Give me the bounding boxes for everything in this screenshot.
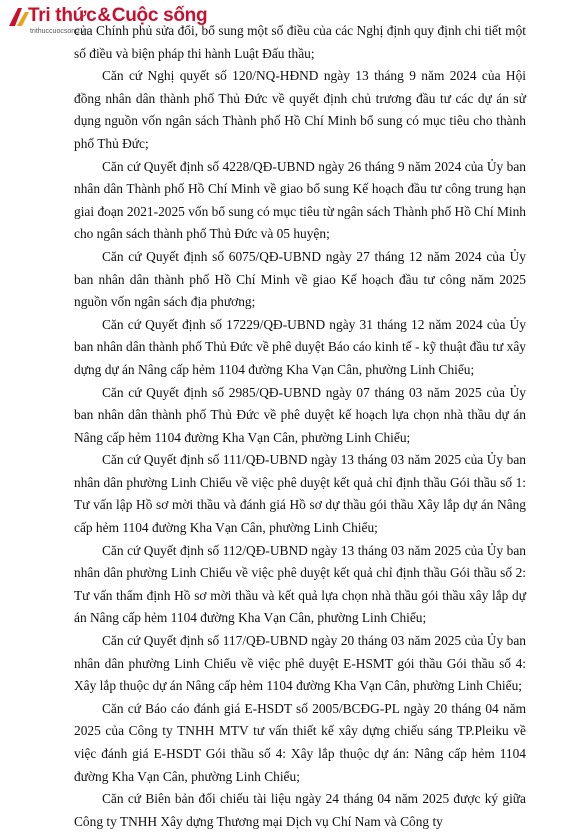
logo-text-part2: Cuộc sống [111, 5, 208, 26]
paragraph: Căn cứ Biên bản đối chiếu tài liệu ngày 24 tháng 04 năm 2025 được ký giữa Công ty TNHH Xây dựng Thương mại Dịch vụ Chí Nam và Công ty [74, 791, 526, 829]
paragraph: Căn cứ Quyết định số 2985/QĐ-UBND ngày 07 tháng 03 năm 2025 của Ủy ban nhân dân thành phố Thủ Đức về phê duyệt kế hoạch lựa chọn nhà thầu dự án Nâng cấp hẻm 1104 đường Kha Vạn Cân, phường Linh Chiểu; [74, 384, 526, 445]
logo-subtext: trithuccuocsong.vn [30, 28, 89, 35]
document-body [74, 20, 526, 833]
paragraph: Căn cứ Quyết định số 117/QĐ-UBND ngày 20 tháng 03 năm 2025 của Ủy ban nhân dân phường Linh Chiểu về việc phê duyệt E-HSMT gói thầu Gói thầu số 4: Xây lắp thuộc dự án Nâng cấp hẻm 1104 đường Kha Vạn Cân, phường Linh Chiểu; [74, 633, 526, 694]
paragraph: Căn cứ Nghị quyết số 120/NQ-HĐND ngày 13 tháng 9 năm 2024 của Hội đồng nhân dân thành phố Thủ Đức về quyết định chủ trương đầu tư các dự án sử dụng nguồn vốn ngân sách Thành phố Hồ Chí Minh bổ sung có mục tiêu cho thành phố Thủ Đức; [74, 68, 526, 151]
logo-text-part1: Tri thức [28, 5, 97, 26]
paragraph: Căn cứ Báo cáo đánh giá E-HSDT số 2005/BCĐG-PL ngày 20 tháng 04 năm 2025 của Công ty TNHH MTV tư vấn thiết kế xây dựng chiếu sáng TP.Pleiku về việc đánh giá E-HSDT Gói thầu số 4: Xây lắp thuộc dự án: Nâng cấp hẻm 1104 đường Kha Vạn Cân, phường Linh Chiểu; [74, 700, 526, 784]
logo-text-amp: & [97, 5, 111, 26]
paragraph: Căn cứ Quyết định số 4228/QĐ-UBND ngày 26 tháng 9 năm 2024 của Ủy ban nhân dân Thành phố Hồ Chí Minh về giao bổ sung Kế hoạch đầu tư công trung hạn giai đoạn 2021-2025 vốn bổ sung có mục tiêu từ ngân sách Thành phố Hồ Chí Minh cho ngân sách thành phố Thủ Đức và 05 huyện; [74, 158, 526, 242]
paragraph: của Chính phủ sửa đổi, bổ sung một số điều của các Nghị định quy định chi tiết một số điều và biện pháp thi hành Luật Đấu thầu; [74, 23, 526, 61]
paragraph: Căn cứ Quyết định số 6075/QĐ-UBND ngày 27 tháng 12 năm 2024 của Ủy ban nhân dân thành phố Hồ Chí Minh về giao Kế hoạch đầu tư công năm 2025 nguồn vốn ngân sách địa phương; [74, 248, 526, 310]
paragraph: Căn cứ Quyết định số 112/QĐ-UBND ngày 13 tháng 03 năm 2025 của Ủy ban nhân dân phường Linh Chiểu về việc phê duyệt kết quả chỉ định thầu Gói thầu số 2: Tư vấn thẩm định Hồ sơ mời thầu và kết quả lựa chọn nhà thầu gói thầu xây lắp dự án Nâng cấp hẻm 1104 đường Kha Vạn Cân, phường Linh Chiểu; [74, 542, 526, 626]
paragraph: Căn cứ Quyết định số 17229/QĐ-UBND ngày 31 tháng 12 năm 2024 của Ủy ban nhân dân thành phố Thủ Đức về phê duyệt Báo cáo kinh tế - kỹ thuật đầu tư xây dựng dự án Nâng cấp hẻm 1104 đường Kha Vạn Cân, phường Linh Chiểu; [74, 316, 526, 377]
paragraph: Căn cứ Quyết định số 111/QĐ-UBND ngày 13 tháng 03 năm 2025 của Ủy ban nhân dân phường Linh Chiểu về việc phê duyệt kết quả chỉ định thầu Gói thầu số 1: Tư vấn lập Hồ sơ mời thầu và đánh giá Hồ sơ dự thầu gói thầu Xây lắp dự án Nâng cấp hẻm 1104 đường Kha Vạn Cân, phường Linh Chiểu; [74, 452, 526, 536]
